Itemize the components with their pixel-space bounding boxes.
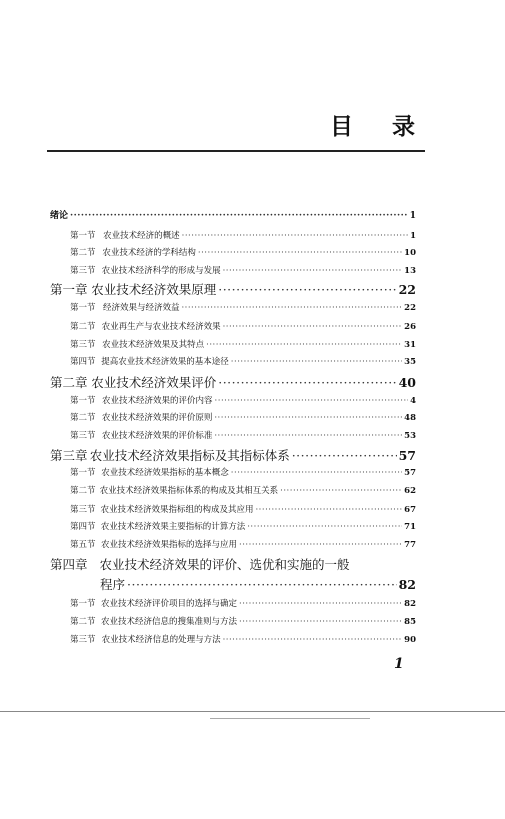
leader-dots bbox=[239, 617, 402, 627]
toc-title: 农业技术经济效果的评价原则 bbox=[101, 413, 213, 423]
toc-title: 农业技术经济效果的评价内容 bbox=[102, 396, 213, 406]
leader-dots bbox=[215, 396, 409, 406]
toc-title: 农业再生产与农业技术经济效果 bbox=[101, 322, 221, 332]
leader-dots bbox=[198, 248, 402, 258]
toc-entry-section[interactable] bbox=[70, 320, 416, 332]
toc-entry-section[interactable] bbox=[70, 229, 416, 241]
toc-page-number: 1 bbox=[410, 231, 416, 241]
toc-entry-chapter-continued[interactable] bbox=[100, 575, 416, 593]
toc-page-number: 35 bbox=[404, 357, 416, 367]
toc-title: 农业技术经济信息的搜集准则与方法 bbox=[101, 617, 238, 627]
toc-page-number: 71 bbox=[404, 522, 416, 532]
toc-title: 农业技术经济的概述 bbox=[103, 231, 180, 241]
toc-entry-section[interactable] bbox=[70, 466, 416, 478]
toc-title: 农业技术经济效果指标的基本概念 bbox=[101, 468, 229, 478]
folio-page-number: 1 bbox=[394, 656, 404, 672]
toc-page-number: 82 bbox=[404, 599, 416, 609]
leader-dots bbox=[255, 505, 402, 515]
toc-page-number: 53 bbox=[404, 431, 416, 441]
toc-label: 绪论 bbox=[50, 211, 69, 221]
toc-entry-section[interactable] bbox=[70, 520, 416, 532]
leader-dots bbox=[247, 522, 402, 532]
toc-title: 农业技术经济效果主要指标的计算方法 bbox=[100, 522, 246, 532]
toc-label: 第一节 bbox=[70, 396, 96, 406]
toc-entry-section[interactable] bbox=[70, 264, 416, 276]
leader-dots bbox=[127, 577, 397, 592]
toc-title: 农业技术经济科学的形成与发展 bbox=[101, 266, 221, 276]
toc-title: 农业技术经济效果的评价、选优和实施的一般 bbox=[99, 557, 350, 572]
toc-entry-section[interactable] bbox=[70, 615, 416, 627]
toc-label: 第三章 bbox=[50, 448, 88, 463]
toc-page-number: 57 bbox=[398, 448, 416, 463]
leader-dots bbox=[218, 282, 396, 297]
toc-entry-section[interactable] bbox=[70, 633, 416, 645]
leader-dots bbox=[182, 231, 408, 241]
toc-label: 第二节 bbox=[70, 322, 96, 332]
toc-page-number: 26 bbox=[404, 322, 416, 332]
toc-label: 第四章 bbox=[50, 557, 88, 572]
toc-entry-section[interactable] bbox=[70, 411, 416, 423]
toc-entry-chapter[interactable] bbox=[50, 555, 416, 573]
toc-page-number: 22 bbox=[398, 282, 416, 297]
toc-label: 第一节 bbox=[70, 468, 96, 478]
toc-title: 农业技术经济效果指标体系的构成及其相互关系 bbox=[99, 486, 279, 496]
toc-page-number: 57 bbox=[404, 468, 416, 478]
title-rule bbox=[47, 150, 425, 152]
toc-label: 第一节 bbox=[70, 303, 96, 313]
toc-label: 第三节 bbox=[70, 505, 96, 515]
toc-label: 第三节 bbox=[70, 340, 96, 350]
toc-entry-section[interactable] bbox=[70, 484, 416, 496]
toc-label: 第四节 bbox=[70, 357, 96, 367]
toc-label: 第三节 bbox=[70, 431, 96, 441]
toc-label: 第三节 bbox=[70, 635, 96, 645]
toc-label: 第三节 bbox=[70, 266, 96, 276]
toc-title: 农业技术经济效果指标组的构成及其应用 bbox=[100, 505, 254, 515]
title-char-2: 录 bbox=[392, 113, 415, 140]
leader-dots bbox=[181, 303, 402, 313]
toc-entry-chapter[interactable] bbox=[50, 280, 416, 298]
toc-entry-section[interactable] bbox=[70, 597, 416, 609]
toc-entry-chapter[interactable] bbox=[50, 446, 416, 464]
toc-title: 农业技术经济效果指标及其指标体系 bbox=[89, 448, 290, 463]
toc-page-number: 13 bbox=[404, 266, 416, 276]
toc-title: 农业技术经济信息的处理与方法 bbox=[101, 635, 221, 645]
toc-title: 提高农业技术经济效果的基本途径 bbox=[101, 357, 229, 367]
toc-page-number: 4 bbox=[410, 396, 416, 406]
toc-title: 农业技术经济评价项目的选择与确定 bbox=[101, 599, 238, 609]
leader-dots bbox=[280, 486, 402, 496]
toc-title: 农业技术经济效果原理 bbox=[91, 282, 217, 297]
leader-dots bbox=[214, 413, 402, 423]
toc-entry-section[interactable] bbox=[70, 503, 416, 515]
toc-page-number: 31 bbox=[404, 340, 416, 350]
toc-label: 第二章 bbox=[50, 375, 88, 390]
toc-page-number: 77 bbox=[404, 540, 416, 550]
toc-title: 农业技术经济效果指标的选择与应用 bbox=[101, 540, 238, 550]
toc-label: 第四节 bbox=[70, 522, 96, 532]
toc-page-number: 82 bbox=[398, 577, 416, 592]
toc-title: 经济效果与经济效益 bbox=[102, 303, 180, 313]
leader-dots bbox=[70, 211, 408, 221]
leader-dots bbox=[223, 322, 403, 332]
toc-page-number: 85 bbox=[404, 617, 416, 627]
toc-entry-chapter[interactable] bbox=[50, 373, 416, 391]
toc-label: 第一节 bbox=[70, 231, 96, 241]
toc-page-number: 40 bbox=[398, 375, 416, 390]
leader-dots bbox=[231, 468, 402, 478]
toc-title: 农业技术经济的学科结构 bbox=[102, 248, 196, 258]
leader-dots bbox=[218, 375, 396, 390]
toc-label: 第二节 bbox=[70, 617, 96, 627]
toc-page-number: 62 bbox=[404, 486, 416, 496]
toc-entry-section[interactable] bbox=[70, 429, 416, 441]
leader-dots bbox=[239, 599, 402, 609]
toc-entry-section[interactable] bbox=[70, 394, 416, 406]
toc-entry-section[interactable] bbox=[70, 338, 416, 350]
toc-page-number: 67 bbox=[404, 505, 416, 515]
toc-page-number: 22 bbox=[404, 303, 416, 313]
toc-label: 第二节 bbox=[70, 413, 96, 423]
toc-page-number: 1 bbox=[409, 211, 416, 221]
leader-dots bbox=[223, 266, 403, 276]
leader-dots bbox=[239, 540, 402, 550]
toc-label: 第二节 bbox=[70, 486, 96, 496]
toc-title: 程序 bbox=[100, 577, 126, 592]
leader-dots bbox=[206, 340, 402, 350]
scan-edge-line bbox=[210, 718, 370, 719]
toc-label: 第一节 bbox=[70, 599, 96, 609]
toc-title: 农业技术经济效果评价 bbox=[91, 375, 217, 390]
scan-edge-line bbox=[0, 711, 505, 712]
toc-title: 农业技术经济效果的评价标准 bbox=[101, 431, 213, 441]
toc-title: 农业技术经济效果及其特点 bbox=[102, 340, 205, 350]
toc-label: 第五节 bbox=[70, 540, 96, 550]
toc-label: 第一章 bbox=[50, 282, 88, 297]
toc-entry-section[interactable] bbox=[70, 538, 416, 550]
toc-entry-section[interactable] bbox=[70, 355, 416, 367]
toc-label: 第二节 bbox=[70, 248, 96, 258]
leader-dots bbox=[214, 431, 402, 441]
toc-page-number: 90 bbox=[404, 635, 416, 645]
toc-entry-section[interactable] bbox=[70, 301, 416, 313]
leader-dots bbox=[223, 635, 403, 645]
title-char-1: 目 bbox=[330, 113, 353, 140]
toc-page-number: 48 bbox=[404, 413, 416, 423]
toc-entry-intro[interactable] bbox=[50, 208, 416, 221]
toc-entry-section[interactable] bbox=[70, 246, 416, 258]
leader-dots bbox=[231, 357, 402, 367]
leader-dots bbox=[292, 448, 397, 463]
toc-page-number: 10 bbox=[404, 248, 416, 258]
